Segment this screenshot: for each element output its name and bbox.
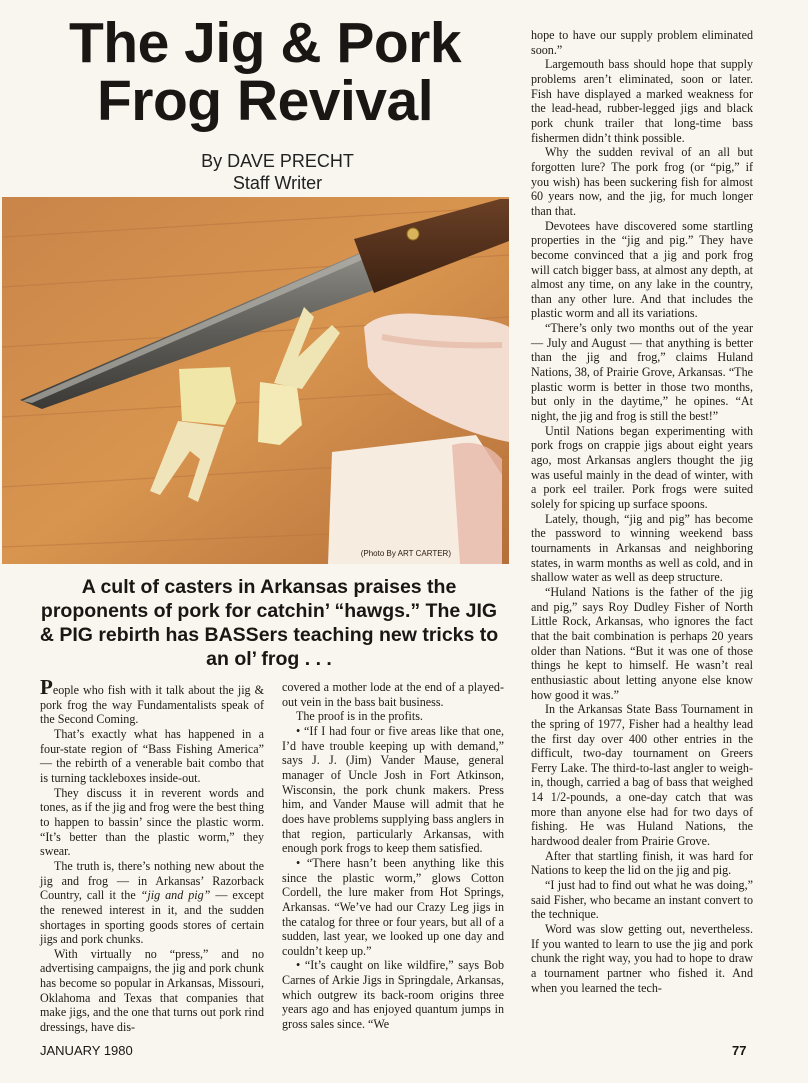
text-column-3 (531, 28, 753, 995)
paragraph: Word was slow getting out, nevertheless. If you wanted to learn to use the jig and pork chunk the right way, you had to hope to draw a tournament partner who fished it. And when you learned the tech- (531, 922, 753, 995)
paragraph: People who fish with it talk about the jig & pork frog the way Fundamentalists speak of the Second Coming. (40, 675, 264, 727)
title-line-1: The Jig & Pork (68, 11, 462, 75)
article-title (20, 11, 510, 133)
paragraph: Largemouth bass should hope that supply problems aren’t eliminated, soon or later. Fish have displayed a marked weakness for the lead-head, rubber-legged jigs and black pork chunk trailer that long-time bass fishermen didn’t think possible. (531, 57, 753, 145)
page-number: 77 (732, 1043, 747, 1058)
paragraph: With virtually no “press,” and no advertising campaigns, the jig and pork chunk has become so popular in Arkansas, Missouri, Oklahoma and Texas that companies that make jigs, and the one that turns out pork rind dressings, have dis- (40, 946, 264, 1035)
paragraph: The proof is in the profits. (296, 709, 423, 724)
paragraph: hope to have our supply problem eliminated soon.” (531, 28, 753, 57)
photo-knife-pork-frogs (2, 197, 509, 564)
paragraph: That’s exactly what has happened in a four-state region of “Bass Fishing America” — the rebirth of a venerable bait combo that is turning tackleboxes inside-out. (40, 726, 264, 785)
paragraph: In the Arkansas State Bass Tournament in the spring of 1977, Fisher had a healthy lead the first day over 400 other entries in the difficult, two-day tournament on Greers Ferry Lake. The third-to-last angler to weigh-in, though, carried a bag of bass that weighed 14 1/2-pounds, a one-day catch that was more than anyone else had for two days of fishing. He was Huland Nations, the hardwood dealer from Prairie Grove. (531, 702, 753, 849)
paragraph: “I just had to find out what he was doing,” said Fisher, who became an instant convert to the technique. (531, 878, 753, 922)
paragraph: Devotees have discovered some startling properties in the “jig and pig.” They have become convinced that a jig and pork frog will catch bigger bass, at almost any depth, at almost any time, on any lake in the country, than any other lure. And that includes the plastic worm and all its variations. (531, 218, 753, 321)
article-photo (2, 197, 509, 564)
drop-cap: P (40, 675, 53, 699)
paragraph: “There’s only two months out of the year — July and August — that anything is better than the jig and frog,” claims Huland Nations, 38, of Prairie Grove, Arkansas. “The plastic worm is better in those two months, but only in the daytime,” he opines. “At night, the jig and frog is still the best!” (531, 321, 753, 424)
text-column-2 (282, 680, 504, 1032)
text-column-1 (40, 675, 265, 1035)
paragraph: After that startling finish, it was hard for Nations to keep the lid on the jig and pig. (531, 848, 753, 878)
photo-credit: (Photo By ART CARTER) (360, 549, 451, 558)
paragraph: The truth is, there’s nothing new about the jig and frog — in Arkansas’ Razorback Country, call it the “jig and pig” — except the renewed interest in it, and the sudden shortages in sporting goods stores of certain jigs and pork chunks. (40, 858, 264, 947)
paragraph: “Huland Nations is the father of the jig and pig,” says Roy Dudley Fisher of North Little Rock, Arkansas, who ignores the fact that the bait combination is perhaps 20 years older than Nations. “But it was one of those things he kept to himself. He wasn’t real enthusiastic about letting anyone else know how good it was.” (531, 584, 753, 702)
paragraph: • “There hasn’t been anything like this since the plastic worm,” glows Cotton Cordell, the lure maker from Hot Springs, Arkansas. “We’ve had our Crazy Leg jigs in the catalog for three or four years, but all of a sudden, last year, we looked up one day and couldn’t keep up.” (282, 855, 504, 958)
paragraph: covered a mother lode at the end of a played-out vein in the bass bait business. (282, 680, 504, 709)
paragraph: • “It’s caught on like wildfire,” says Bob Carnes of Arkie Jigs in Springdale, Arkansas, which outgrew its back-room origins three years ago and has enjoyed quantum jumps in gross sales since. “We (282, 958, 504, 1032)
paragraph: Why the sudden revival of an all but forgotten lure? The pork frog (or “pig,” if you wish) has been suckering fish for almost 60 years now, and the jig, for much longer than that. (531, 145, 753, 218)
author-name: By DAVE PRECHT (201, 151, 354, 171)
author-role: Staff Writer (232, 173, 323, 193)
issue-date: JANUARY 1980 (40, 1043, 133, 1058)
byline (20, 150, 535, 194)
paragraph: They discuss it in reverent words and tones, as if the jig and frog were the best thing to happen to bassin’ since the plastic worm. “It’s better than the plastic worm,” they swear. (40, 785, 265, 859)
paragraph: Until Nations began experimenting with pork frogs on crappie jigs about eight years ago, most Arkansas anglers thought the jig was useful mainly in the dead of winter, with a pork eel trailer. Pork frogs were suited solely for spicing up surface spoons. (531, 423, 753, 511)
paragraph: • “If I had four or five areas like that one, I’d have trouble keeping up with demand,” says J. J. (Jim) Vander Mause, general manager of Uncle Josh in Fort Atkinson, Wisconsin, the pork chunk makers. Press him, and Vander Mause will admit that he does have problems supplying bass anglers in that region, particularly Arkansas, with enough pork frogs to keep them satisfied. (282, 723, 504, 856)
paragraph: Lately, though, “jig and pig” has become the password to winning weekend bass tournaments in Arkansas and neighboring states, in warm months as well as cold, and in shallow water as well as deep structure. (531, 511, 753, 585)
title-line-2: Frog Revival (96, 69, 434, 133)
article-deck: A cult of casters in Arkansas praises the proponents of pork for catchin’ “hawgs.” The JIG & PIG rebirth has BASSers teaching new tricks to an ol’ frog . . . (39, 576, 499, 670)
